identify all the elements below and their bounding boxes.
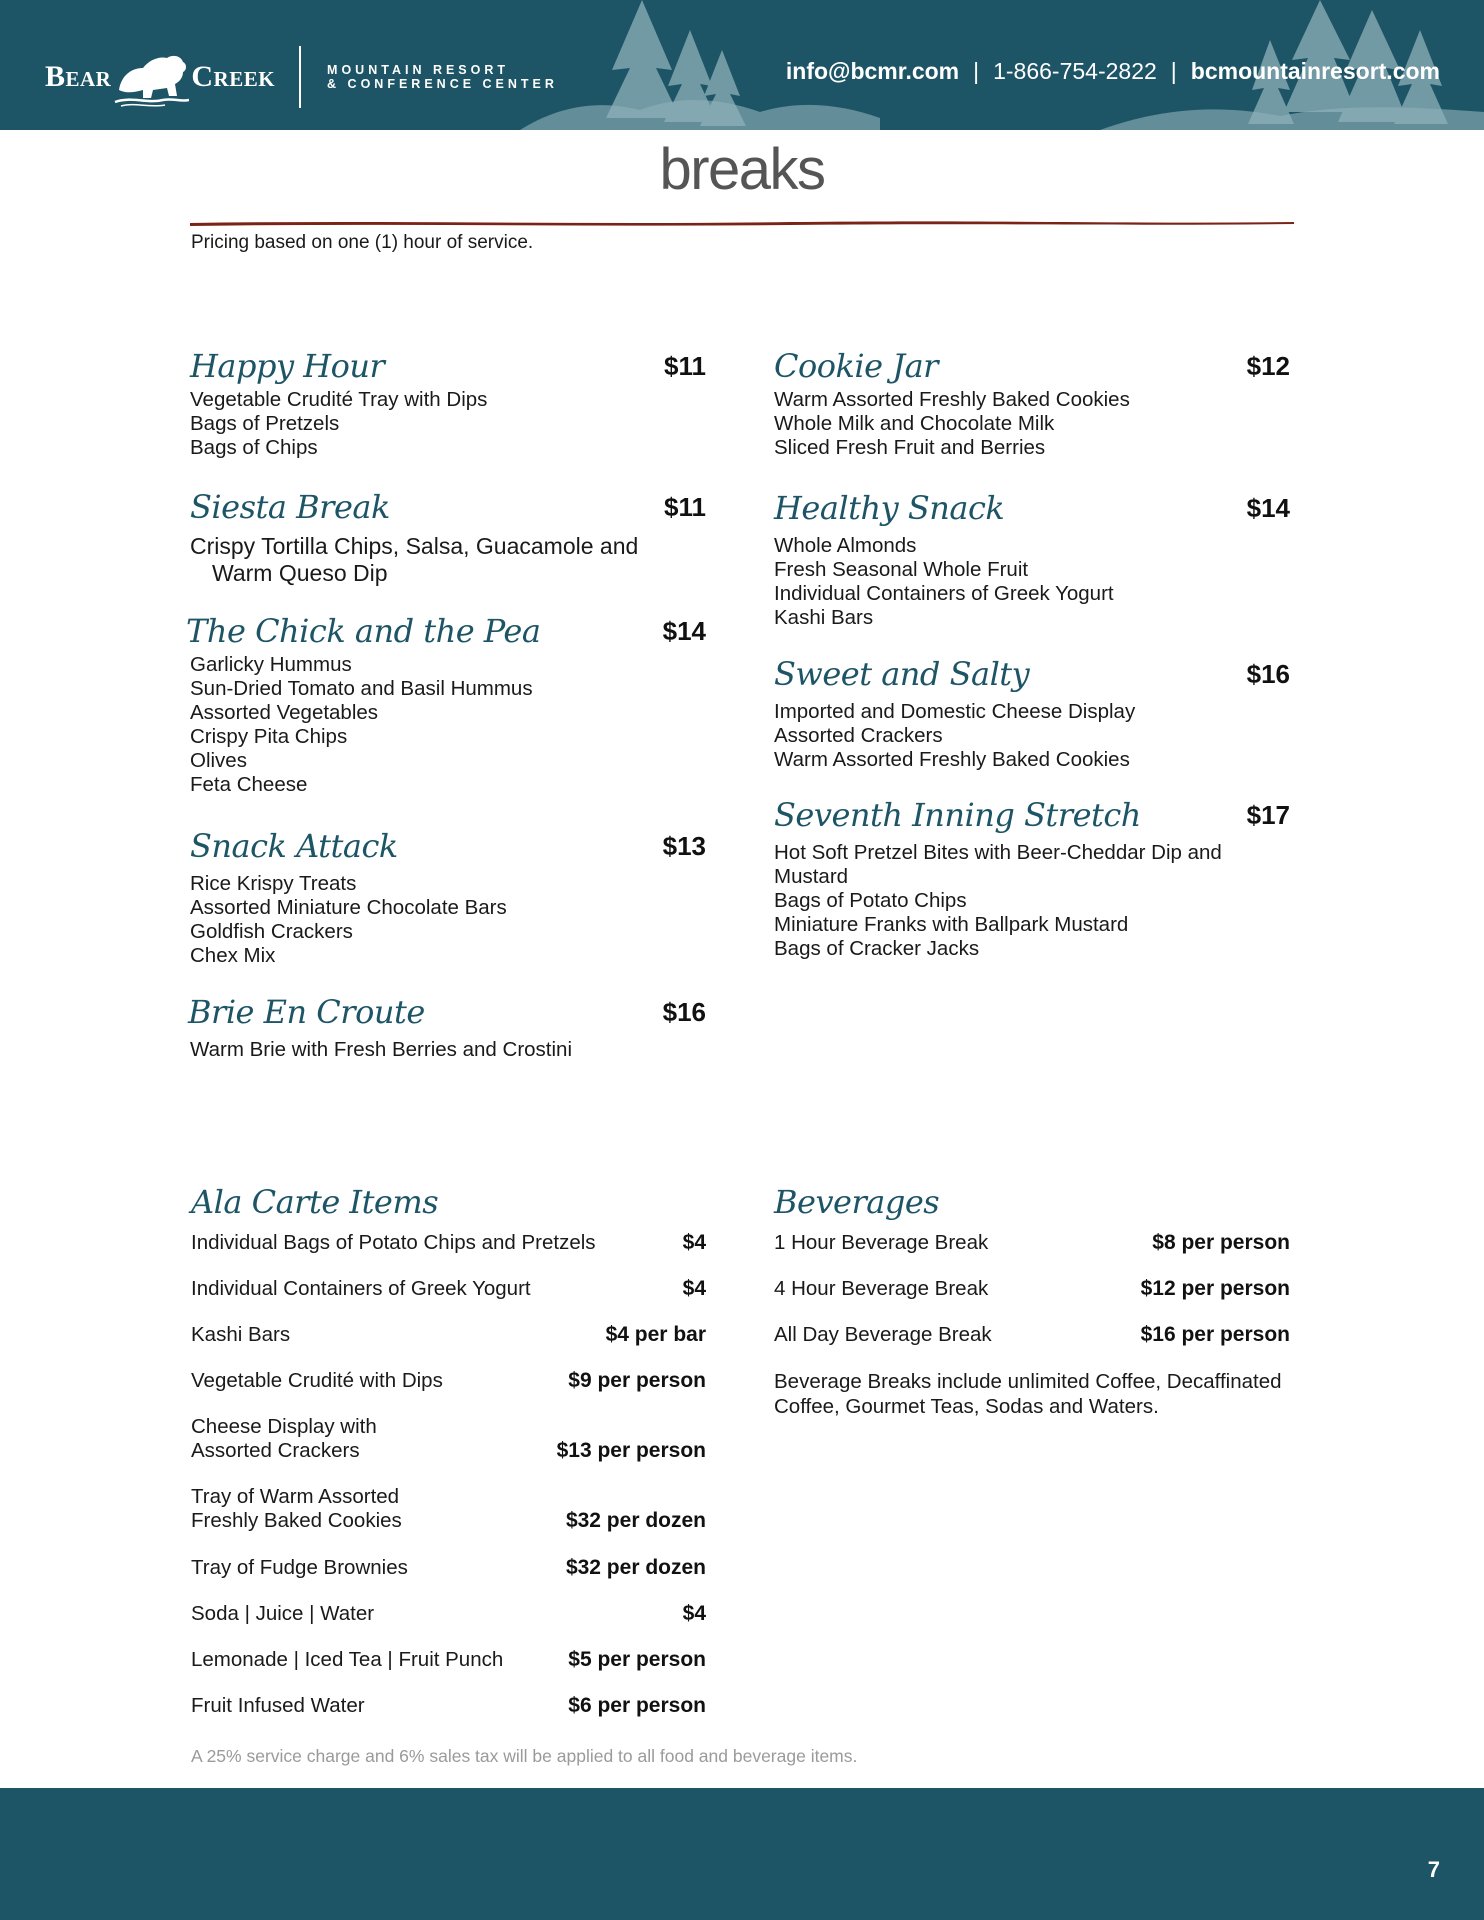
item-list <box>774 388 1290 460</box>
list-item: Rice Krispy Treats <box>190 872 357 895</box>
list-item: Bags of Pretzels <box>190 412 340 435</box>
logo-subtitle-line1: MOUNTAIN RESORT <box>327 63 510 77</box>
contact-info <box>786 58 1440 85</box>
list-item: Bags of Cracker Jacks <box>774 937 980 960</box>
table-row <box>191 1323 706 1347</box>
section-header <box>190 483 706 527</box>
pricing-intro: Pricing based on one (1) hour of service. <box>191 232 534 253</box>
section-title: Happy Hour <box>190 347 385 385</box>
section-price: $14 <box>1246 493 1290 523</box>
list-item: Assorted Vegetables <box>190 701 379 724</box>
header-banner <box>0 0 1484 130</box>
list-item: Warm Assorted Freshly Baked Cookies <box>774 388 1130 411</box>
list-item: Whole Almonds <box>774 534 917 557</box>
section-header <box>774 1182 1290 1222</box>
table-row <box>774 1231 1290 1255</box>
list-item: Mustard <box>774 865 849 888</box>
section-title: Ala Carte Items <box>191 1183 439 1221</box>
beverages-section <box>774 1182 1290 1222</box>
list-item: Garlicky Hummus <box>190 653 352 676</box>
service-charge-note: A 25% service charge and 6% sales tax will be applied to all food and beverage items. <box>191 1746 858 1766</box>
list-item: Kashi Bars <box>774 606 874 629</box>
section-price: $12 <box>1246 351 1290 381</box>
list-item: Crispy Pita Chips <box>190 725 348 748</box>
page-title: breaks <box>659 137 825 202</box>
list-item: Hot Soft Pretzel Bites with Beer-Cheddar Dip and <box>774 841 1222 864</box>
section-title: Snack Attack <box>190 827 398 865</box>
row-label: 1 Hour Beverage Break <box>774 1231 989 1254</box>
row-label-line: Cheese Display with <box>191 1415 377 1438</box>
section-price: $17 <box>1246 800 1290 830</box>
table-row <box>191 1694 706 1718</box>
section-title: Cookie Jar <box>774 347 938 385</box>
section-header <box>186 607 706 651</box>
row-label-line: Assorted Crackers <box>191 1439 360 1462</box>
row-price: $4 <box>682 1277 706 1300</box>
list-item: Goldfish Crackers <box>190 920 353 943</box>
menu-section <box>190 822 706 968</box>
row-price: $4 <box>682 1602 706 1625</box>
section-price: $11 <box>664 492 706 522</box>
list-item: Chex Mix <box>190 944 276 967</box>
page-number: 7 <box>1427 1857 1440 1882</box>
section-header <box>188 988 706 1032</box>
table-row <box>191 1415 706 1463</box>
row-price: $4 <box>682 1231 706 1254</box>
item-list <box>774 700 1290 772</box>
item-list <box>190 388 706 460</box>
footer-bar <box>0 1788 1484 1920</box>
row-price: $32 per dozen <box>565 1556 706 1579</box>
menu-section <box>774 650 1290 772</box>
menu-section <box>774 342 1290 460</box>
table-row <box>191 1648 706 1672</box>
brush-stroke-divider <box>190 219 1294 227</box>
row-price: $6 per person <box>568 1694 706 1717</box>
list-item: Vegetable Crudité Tray with Dips <box>190 388 488 411</box>
table-row <box>191 1485 706 1533</box>
list-item: Bags of Potato Chips <box>774 889 967 912</box>
logo-subtitle <box>327 63 558 91</box>
table-row <box>774 1323 1290 1347</box>
row-label: Kashi Bars <box>191 1323 291 1346</box>
list-item: Sun-Dried Tomato and Basil Hummus <box>190 677 533 700</box>
row-label: 4 Hour Beverage Break <box>774 1277 989 1300</box>
section-title: Sweet and Salty <box>774 655 1030 693</box>
logo-word-creek: Creek <box>191 60 276 93</box>
row-price: $12 per person <box>1140 1277 1290 1300</box>
section-header <box>774 650 1290 694</box>
list-item: Warm Brie with Fresh Berries and Crostini <box>190 1038 573 1061</box>
ala-carte-section <box>191 1182 706 1222</box>
row-label: Soda | Juice | Water <box>191 1602 375 1625</box>
contact-separator: | <box>1170 58 1177 84</box>
table-row <box>191 1277 706 1301</box>
section-price: $16 <box>662 997 706 1027</box>
menu-section <box>186 607 706 797</box>
table-row <box>774 1277 1290 1301</box>
row-label <box>191 1485 402 1533</box>
phone-link[interactable]: 1-866-754-2822 <box>993 58 1157 84</box>
section-header <box>774 342 1290 386</box>
row-price: $9 per person <box>568 1369 706 1392</box>
section-header <box>190 822 706 866</box>
list-item: Individual Containers of Greek Yogurt <box>774 582 1114 605</box>
row-price: $4 per bar <box>605 1323 706 1346</box>
section-price: $14 <box>662 616 706 646</box>
section-title: The Chick and the Pea <box>186 612 541 650</box>
row-label: Lemonade | Iced Tea | Fruit Punch <box>191 1648 504 1671</box>
row-label: Individual Bags of Potato Chips and Pretzels <box>191 1231 596 1254</box>
section-header <box>774 484 1290 528</box>
table-row <box>191 1231 706 1255</box>
row-price: $13 per person <box>556 1439 706 1462</box>
list-item: Assorted Crackers <box>774 724 943 747</box>
list-item: Miniature Franks with Ballpark Mustard <box>774 913 1129 936</box>
section-header <box>774 791 1290 835</box>
list-item: Assorted Miniature Chocolate Bars <box>190 896 507 919</box>
table-row <box>191 1556 706 1580</box>
section-title: Beverages <box>774 1183 940 1221</box>
row-label: Fruit Infused Water <box>191 1694 365 1717</box>
bear-creek-logo[interactable] <box>45 42 558 112</box>
menu-section <box>190 483 706 587</box>
logo-divider <box>299 46 301 108</box>
table-row <box>191 1369 706 1393</box>
bear-icon <box>113 46 189 108</box>
item-list <box>188 1038 706 1062</box>
row-label <box>191 1415 377 1463</box>
row-label: All Day Beverage Break <box>774 1323 992 1346</box>
section-title: Siesta Break <box>190 488 390 526</box>
section-price: $11 <box>664 351 706 381</box>
section-title: Healthy Snack <box>774 489 1005 527</box>
beverage-note <box>774 1369 1290 1419</box>
list-item: Olives <box>190 749 247 772</box>
email-link[interactable]: info@bcmr.com <box>785 58 960 84</box>
list-item: Sliced Fresh Fruit and Berries <box>774 436 1046 459</box>
logo-subtitle-line2: & CONFERENCE CENTER <box>327 77 558 91</box>
section-header <box>190 342 706 386</box>
row-label: Tray of Fudge Brownies <box>191 1556 408 1579</box>
menu-section <box>774 484 1290 630</box>
menu-section <box>188 988 706 1062</box>
item-list <box>186 653 706 797</box>
row-label: Vegetable Crudité with Dips <box>191 1369 443 1392</box>
section-title: Brie En Croute <box>188 993 425 1031</box>
list-item: Crispy Tortilla Chips, Salsa, Guacamole and <box>190 533 639 559</box>
item-list <box>774 534 1290 630</box>
menu-section <box>774 791 1290 961</box>
row-label: Individual Containers of Greek Yogurt <box>191 1277 531 1300</box>
row-price: $5 per person <box>568 1648 706 1671</box>
menu-section <box>190 342 706 460</box>
row-price: $32 per dozen <box>565 1509 706 1532</box>
list-item: Feta Cheese <box>190 773 308 796</box>
item-list <box>190 872 706 968</box>
logo-word-bear: Bear <box>45 60 112 93</box>
contact-separator: | <box>973 58 980 84</box>
row-label-line: Tray of Warm Assorted <box>191 1485 400 1508</box>
table-row <box>191 1602 706 1626</box>
beverage-note-line: Beverage Breaks include unlimited Coffee, Decaffinated <box>774 1370 1282 1393</box>
list-item: Whole Milk and Chocolate Milk <box>774 412 1055 435</box>
section-price: $16 <box>1246 659 1290 689</box>
row-price: $8 per person <box>1152 1231 1290 1254</box>
list-item: Fresh Seasonal Whole Fruit <box>774 558 1029 581</box>
website-link[interactable]: bcmountainresort.com <box>1190 58 1440 84</box>
item-list <box>190 533 706 587</box>
section-header <box>191 1182 706 1222</box>
item-list <box>774 841 1290 961</box>
list-item: Imported and Domestic Cheese Display <box>774 700 1136 723</box>
section-title: Seventh Inning Stretch <box>774 796 1141 834</box>
section-price: $13 <box>662 831 706 861</box>
list-item: Warm Assorted Freshly Baked Cookies <box>774 748 1130 771</box>
beverage-note-line: Coffee, Gourmet Teas, Sodas and Waters. <box>774 1395 1159 1418</box>
row-price: $16 per person <box>1140 1323 1290 1346</box>
row-label-line: Freshly Baked Cookies <box>191 1509 402 1532</box>
list-item: Warm Queso Dip <box>212 560 388 586</box>
list-item: Bags of Chips <box>190 436 318 459</box>
